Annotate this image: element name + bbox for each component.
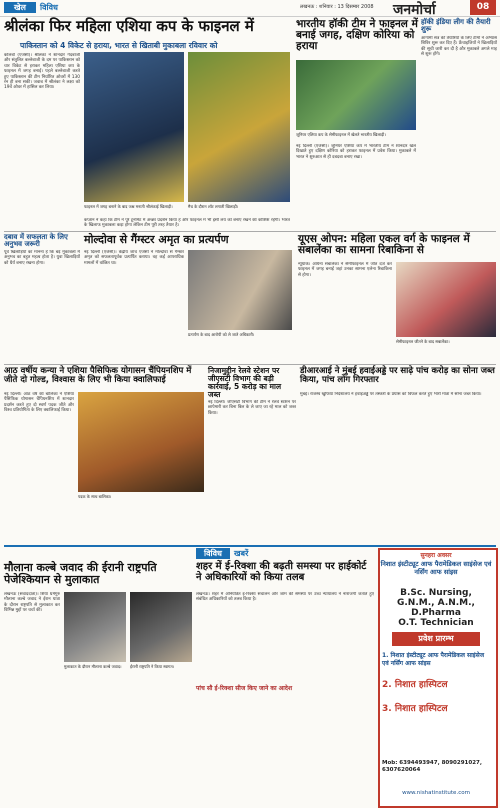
ad-top: सुनहरा अवसर	[420, 552, 452, 559]
gst-headline: निजामुद्दीन रेलवे स्टेशन पर जीएसटी विभाग की बड़ी कार्रवाई, 5 करोड़ का माल जब्त	[208, 366, 282, 399]
gold-body: नई दिल्ली। आठ वर्ष की बालिका ने एशिया पैसिफिक योगासन चैंपियनशिप में शानदार प्रदर्शन करते हुए दो स्वर्ण पदक जीते और विश्व प्रतियोगिता के लिए क्वालिफाई किया।	[4, 392, 74, 414]
ad-admission: प्रवेश प्रारम्भ	[392, 632, 480, 646]
section-tag-misc-bottom: विविध	[196, 548, 230, 559]
ad-website: www.nishatinstitute.com	[402, 790, 470, 796]
maulana-body: लखनऊ (संवाददाता)। शिया धर्मगुरु मौलाना कल्बे जवाद ने ईरान यात्रा के दौरान राष्ट्रपति से मुलाकात कर विभिन्न मुद्दों पर चर्चा की।	[4, 592, 60, 614]
dri-body: मुंबई। राजस्व खुफिया निदेशालय ने हवाईअड्डे पर तस्करी के प्रयास को विफल करते हुए भारी मात्रा में सोना जब्त किया।	[300, 392, 482, 397]
gold-photo	[78, 392, 204, 492]
ad-item-1: 1. निशात इंस्टीट्यूट आफ पैरामेडिकल साइंसेज एवं नर्सिंग आफ सांइस	[382, 652, 485, 667]
ad-course-3: D.Pharma	[411, 608, 461, 618]
section-tag-sports: खेल	[4, 2, 36, 13]
lead-body-right: कप्तान ने कहा कि टीम ने पूरे टूर्नामेंट में अच्छा प्रदर्शन किया है और फाइनल में भी इसी लय को बनाए रखने की कोशिश रहेगी। भारत के खिलाफ मुकाबला कड़ा होगा लेकिन टीम पूरी तरह तैयार है।	[84, 218, 290, 229]
gold-headline: आठ वर्षीय कन्या ने एशिया पैसिफिक योगासन चैंपियनशिप में जीते दो गोल्ड, विश्वास के लिए भी किया क्वालिफाई	[4, 366, 192, 385]
hockey-caption: जूनियर एशिया कप के सेमीफाइनल में खेलते भारतीय खिलाड़ी।	[296, 132, 386, 137]
gold-caption: पदक के साथ बालिका।	[78, 494, 112, 499]
erickshaw-subhead: पांच सौ ई-रिक्शा सीज किए जाने का आदेश	[196, 685, 293, 692]
lead-photo-1	[84, 52, 184, 202]
ad-course-2: G.N.M., A.N.M.,	[397, 598, 475, 608]
page-number: 08	[470, 0, 496, 15]
maulana-caption-2: ईरानी राष्ट्रपति ने किया स्वागत।	[130, 664, 175, 669]
erickshaw-body: लखनऊ। शहर में अनियंत्रित ई-रिक्शा संचालन और जाम की समस्या पर उच्च न्यायालय ने नाराजगी जताते हुए संबंधित अधिकारियों को तलब किया है।	[196, 592, 374, 603]
maulana-headline: मौलाना कल्बे जवाद की ईरानी राष्ट्रपति पेजेश्कियान से मुलाकात	[4, 561, 157, 586]
section-tag-misc: विविध	[40, 3, 58, 12]
usopen-caption: सेमीफाइनल जीतने के बाद सबालेंका।	[396, 339, 450, 344]
ad-item-3: 3. निशात हास्पिटल	[382, 704, 448, 714]
lead-body-left: कोलंबो (एजेंसी)। श्रीलंका ने शानदार गेंदबाजी और संतुलित बल्लेबाजी के दम पर पाकिस्तान को चार विकेट से हराकर महिला एशिया कप के फाइनल में जगह बनाई। पहले बल्लेबाजी करते हुए पाकिस्तान की टीम निर्धारित ओवरों में 130 रन ही बना सकी। जवाब में श्रीलंका ने लक्ष्य को 19वें ओवर में हासिल कर लिया।	[4, 53, 80, 91]
dri-headline: डीआरआई ने मुंबई हवाईअड्डे पर साढ़े पांच करोड़ का सोना जब्त किया, पांच लोग गिरफ्तार	[300, 366, 495, 385]
column-left-body: पूर्व खिलाड़ियों का मानना है कि बड़े मुकाबलों में अनुभव का बहुत महत्व होता है। युवा खिलाड़ियों को धैर्य बनाए रखना होगा।	[4, 250, 80, 266]
ad-mobile: Mob: 6394493947, 8090291027, 6307620064	[382, 760, 482, 773]
moldova-caption: प्रत्यर्पण के बाद आरोपी को ले जाते अधिकारी।	[188, 332, 255, 337]
ad-institute: निशात इंस्टीट्यूट आफ पैरामेडिकल साइंसेज एवं नर्सिंग आफ सांइस	[380, 560, 492, 576]
section-tag-news: खबरें	[234, 549, 249, 558]
lead-caption-2: मैच के दौरान शॉट लगाती खिलाड़ी।	[188, 204, 239, 209]
sidebar-top-headline: हॉकी इंडिया लीग की तैयारी शुरू	[421, 18, 491, 34]
divider	[4, 364, 496, 365]
maulana-photo-2	[130, 592, 192, 662]
usopen-headline: यूएस ओपन: महिला एकल वर्ग के फाइनल में सबालेंका का सामना रिबाकिना से	[298, 233, 470, 257]
divider	[4, 231, 496, 232]
maulana-photo-1	[64, 592, 126, 662]
hockey-body: नई दिल्ली (एजेंसी)। जूनियर एशिया कप में भारतीय टीम ने शानदार खेल दिखाते हुए दक्षिण कोरिया को हराकर फाइनल में प्रवेश किया। मुकाबले में भारत ने शुरुआत से ही दबदबा बनाए रखा।	[296, 144, 416, 160]
lead-caption-1: फाइनल में जगह बनाने के बाद जश्न मनाती श्रीलंकाई खिलाड़ी।	[84, 204, 173, 209]
usopen-body: न्यूयॉर्क। आर्यना सबालेंका ने सेमीफाइनल में जीत दर्ज कर फाइनल में जगह बनाई जहां उनका सामना एलेना रिबाकिना से होगा।	[298, 262, 392, 278]
gst-body: नई दिल्ली। जीएसटी विभाग की टीम ने रेलवे स्टेशन पर छापेमारी कर बिना बिल के ले जाए जा रहे माल को जब्त किया।	[208, 400, 296, 416]
lead-subhead: पाकिस्तान को 4 विकेट से हराया, भारत से खिताबी मुकाबला रविवार को	[20, 41, 218, 50]
moldova-photo	[188, 250, 292, 330]
usopen-photo	[396, 262, 496, 337]
maulana-caption-1: मुलाकात के दौरान मौलाना कल्बे जवाद।	[64, 664, 122, 669]
divider	[4, 545, 496, 547]
lead-headline: श्रीलंका फिर महिला एशिया कप के फाइनल में	[4, 17, 254, 35]
hockey-photo	[296, 60, 416, 130]
column-left-headline: दबाव में सफलता के लिए अनुभव जरूरी	[4, 233, 68, 249]
ad-course-4: O.T. Technician	[398, 618, 474, 628]
ad-course-1: B.Sc. Nursing,	[400, 588, 472, 598]
lead-photo-2	[188, 52, 290, 202]
moldova-headline: मोल्दोवा से गैंग्स्टर अमृत का प्रत्यर्पण	[84, 233, 229, 246]
newspaper-logo: जनमोर्चा	[393, 2, 436, 18]
erickshaw-headline: शहर में ई-रिक्शा की बढ़ती समस्या पर हाईकोर्ट ने अधिकारियों को किया तलब	[196, 561, 367, 583]
hockey-headline: भारतीय हॉकी टीम ने फाइनल में बनाई जगह, दक्षिण कोरिया को हराया	[296, 18, 418, 53]
moldova-body: नई दिल्ली (एजेंसी)। केंद्रीय जांच एजेंसी ने मोल्दोवा से गैंग्स्टर अमृत को सफलतापूर्वक प्रत्यर्पित कराया। वह कई आपराधिक मामलों में वांछित था।	[84, 250, 184, 266]
sidebar-top-body: आगामी सत्र की तैयारियों के लिए टीमों ने अभ्यास शिविर शुरू कर दिए हैं। फ्रेंचाइजियों ने खिलाड़ियों की सूची जारी कर दी है और मुकाबले अगले माह से शुरू होंगे।	[421, 36, 497, 58]
ad-item-2: 2. निशात हास्पिटल	[382, 680, 448, 690]
dateline: लखनऊ : शनिवार : 13 दिसम्बर 2008	[300, 4, 374, 10]
